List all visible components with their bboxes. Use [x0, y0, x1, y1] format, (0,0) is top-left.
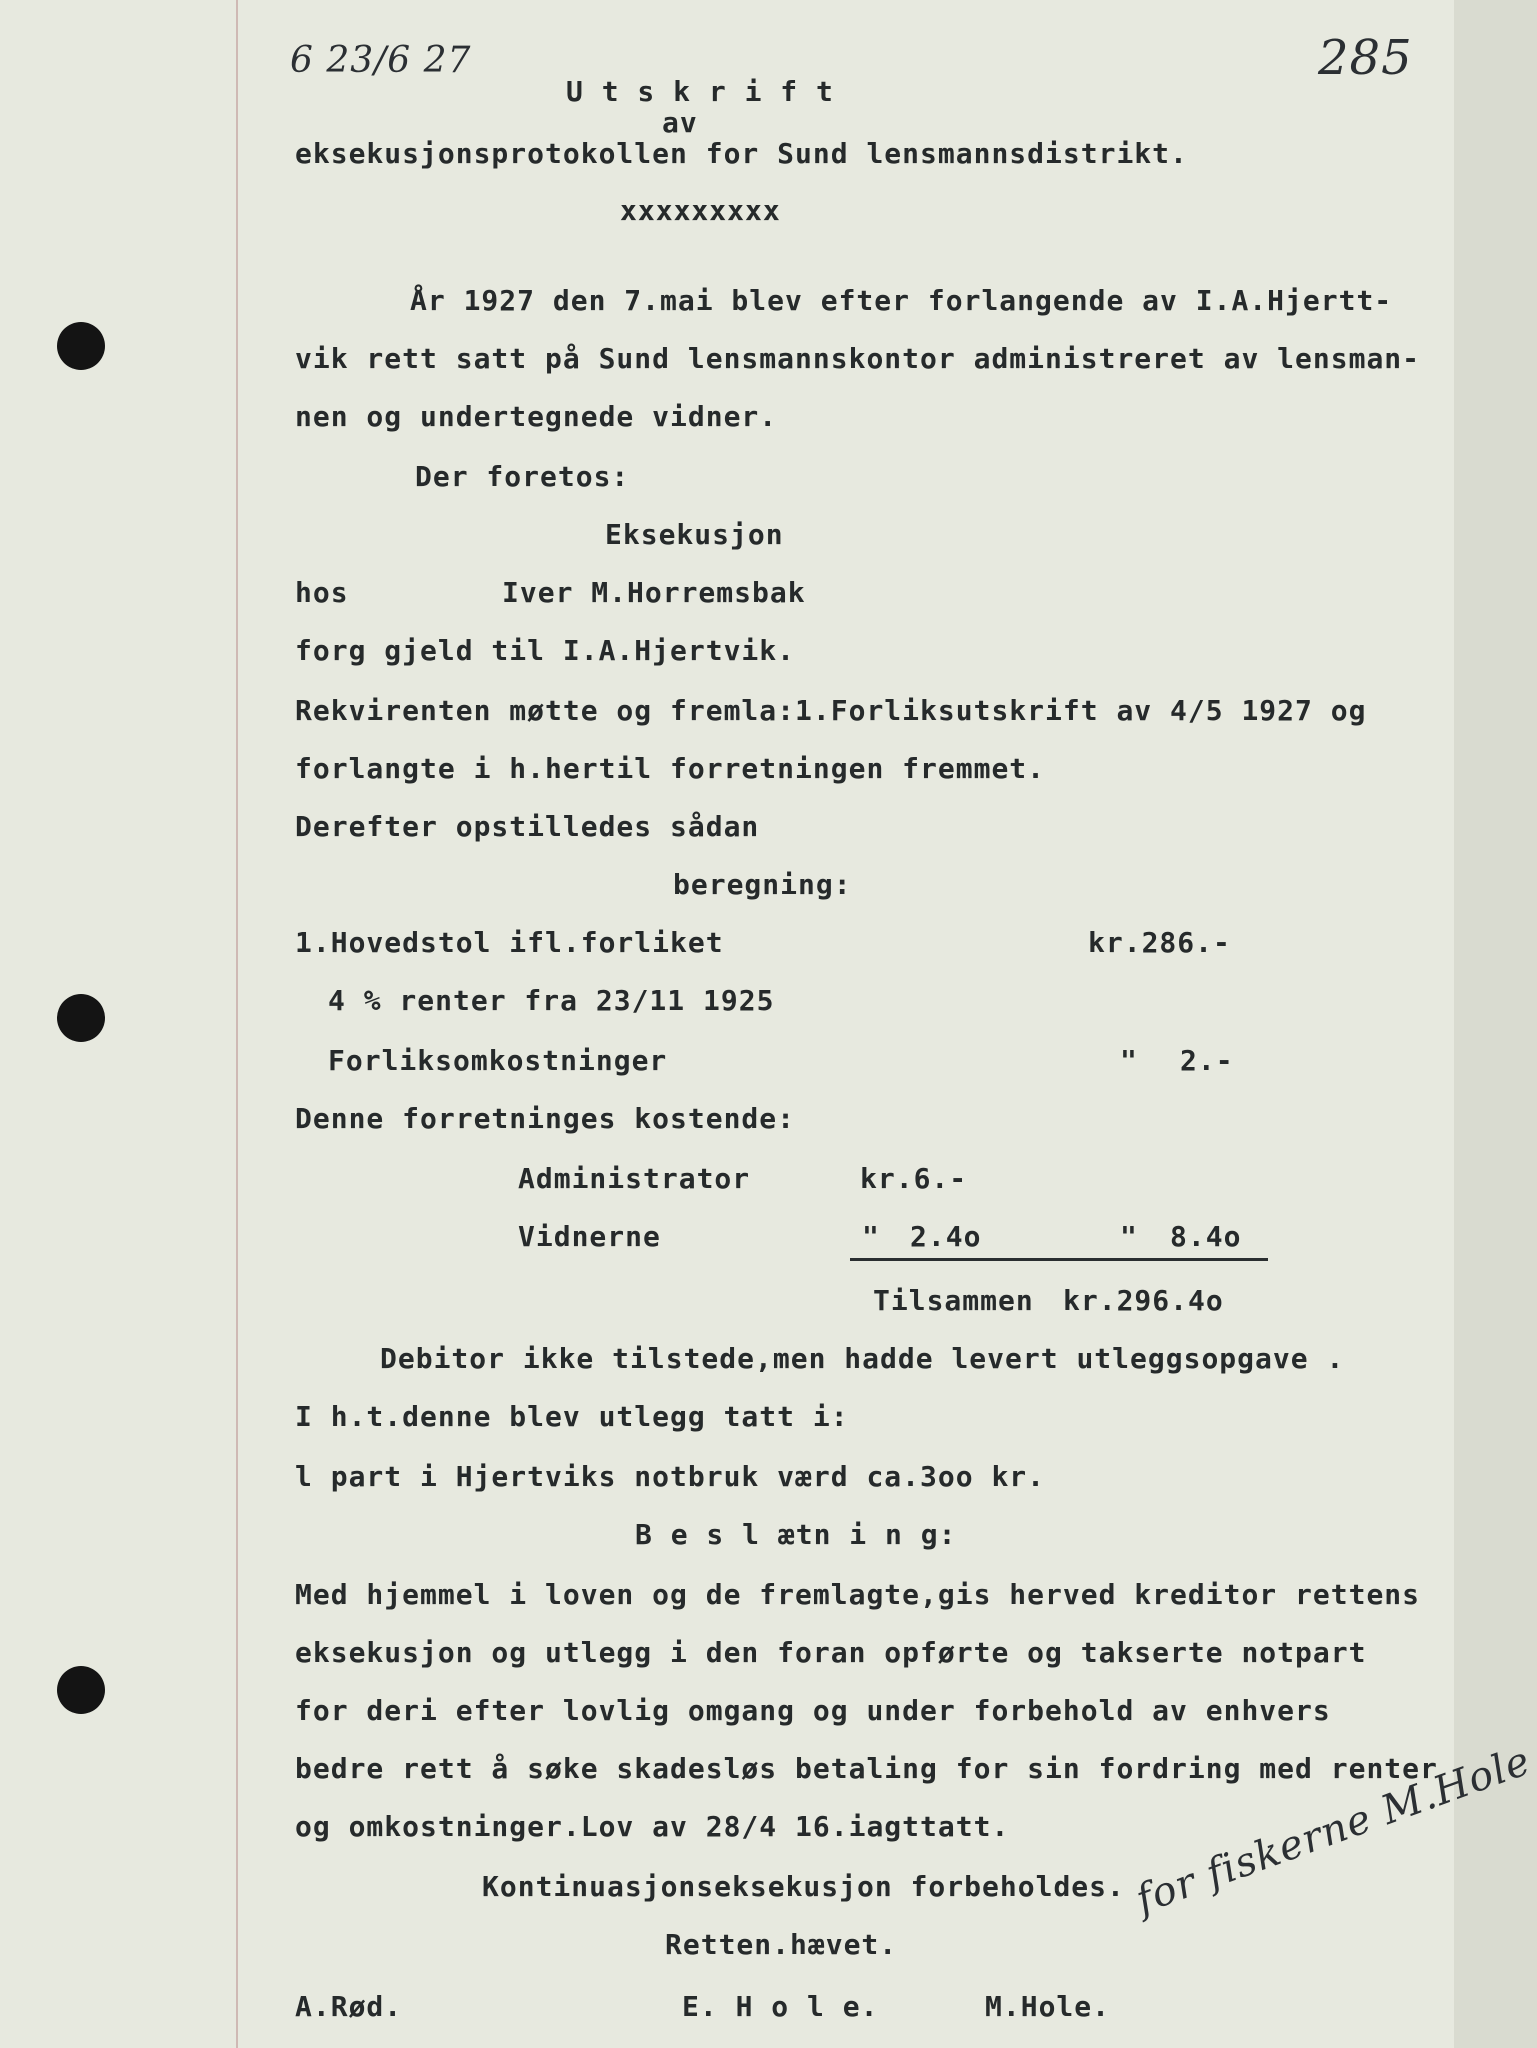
calc-label: Vidnerne — [518, 1220, 661, 1253]
hos-label: hos — [295, 576, 349, 609]
calc-label: Denne forretninges kostende: — [295, 1102, 796, 1135]
closing-line: I h.t.denne blev utlegg tatt i: — [295, 1400, 849, 1433]
debtor-name: Iver M.Horremsbak — [502, 576, 806, 609]
closing-line: Debitor ikke tilstede,men hadde levert utleggsopgave . — [380, 1342, 1345, 1375]
ruling-line: eksekusjon og utlegg i den foran opførte og takserte notpart — [295, 1636, 1367, 1669]
title-line-3: eksekusjonsprotokollen for Sund lensmannsdistrikt. — [295, 137, 1188, 170]
intro-line: vik rett satt på Sund lensmannskontor administreret av lensman- — [295, 342, 1421, 375]
punch-hole — [57, 1666, 105, 1714]
sum-rule — [850, 1258, 1268, 1261]
calc-amount: kr.286.- — [1088, 926, 1231, 959]
signature-name: A.Rød. — [295, 1990, 403, 2023]
intro-line: nen og undertegnede vidner. — [295, 400, 778, 433]
beregning-heading: beregning: — [673, 868, 852, 901]
calc-label: Administrator — [518, 1162, 751, 1195]
beslutning-heading: B e s l ætn i n g: — [635, 1518, 957, 1551]
forg-line: forg gjeld til I.A.Hjertvik. — [295, 634, 796, 667]
ruling-line: bedre rett å søke skadesløs betaling for sin fordring med renter — [295, 1752, 1438, 1785]
title-line-2: av — [662, 106, 698, 139]
calc-amount: 8.4o — [1170, 1220, 1242, 1253]
ruling-line: Med hjemmel i loven og de fremlagte,gis herved kreditor rettens — [295, 1578, 1421, 1611]
total-amount: kr.296.4o — [1063, 1284, 1224, 1317]
rekvirent-line: Rekvirenten møtte og fremla:1.Forliksutskrift av 4/5 1927 og — [295, 694, 1367, 727]
closing-line: l part i Hjertviks notbruk værd ca.3oo kr. — [295, 1460, 1046, 1493]
calc-label: Forliksomkostninger — [328, 1044, 668, 1077]
calc-amount: kr.6.- — [860, 1162, 968, 1195]
calc-amount: 2.4o — [910, 1220, 982, 1253]
calc-label: 1.Hovedstol ifl.forliket — [295, 926, 724, 959]
document-title: U t s k r i f t — [566, 75, 834, 108]
total-label: Tilsammen — [873, 1284, 1034, 1317]
ditto-mark: " — [1120, 1044, 1138, 1077]
kontinuasjon-line: Kontinuasjonseksekusjon forbeholdes. — [482, 1870, 1125, 1903]
foretos-line: Der foretos: — [415, 460, 630, 493]
signature-name: M.Hole. — [985, 1990, 1111, 2023]
rekvirent-line: forlangte i h.hertil forretningen fremmet. — [295, 752, 1046, 785]
handwritten-page-number: 285 — [1318, 30, 1413, 86]
ruling-line: og omkostninger.Lov av 28/4 16.iagttatt. — [295, 1810, 1010, 1843]
signature-name: E. H o l e. — [682, 1990, 879, 2023]
court-adjourned: Retten.hævet. — [665, 1928, 898, 1961]
handwritten-signature: for fiskerne M.Hole — [1130, 1737, 1537, 1924]
ditto-mark: " — [862, 1220, 880, 1253]
punch-hole — [57, 322, 105, 370]
calc-amount: 2.- — [1180, 1044, 1234, 1077]
margin-line — [236, 0, 238, 2048]
handwritten-date: 6 23/6 27 — [290, 40, 472, 81]
intro-line: År 1927 den 7.mai blev efter forlangende av I.A.Hjertt- — [410, 284, 1393, 317]
ruling-line: for deri efter lovlig omgang og under forbehold av enhvers — [295, 1694, 1331, 1727]
ditto-mark: " — [1120, 1220, 1138, 1253]
calc-label: 4 % renter fra 23/11 1925 — [328, 984, 775, 1017]
punch-hole — [57, 994, 105, 1042]
eksekusjon-heading: Eksekusjon — [605, 518, 784, 551]
derefter-line: Derefter opstilledes sådan — [295, 810, 760, 843]
separator: xxxxxxxxx — [620, 194, 781, 227]
